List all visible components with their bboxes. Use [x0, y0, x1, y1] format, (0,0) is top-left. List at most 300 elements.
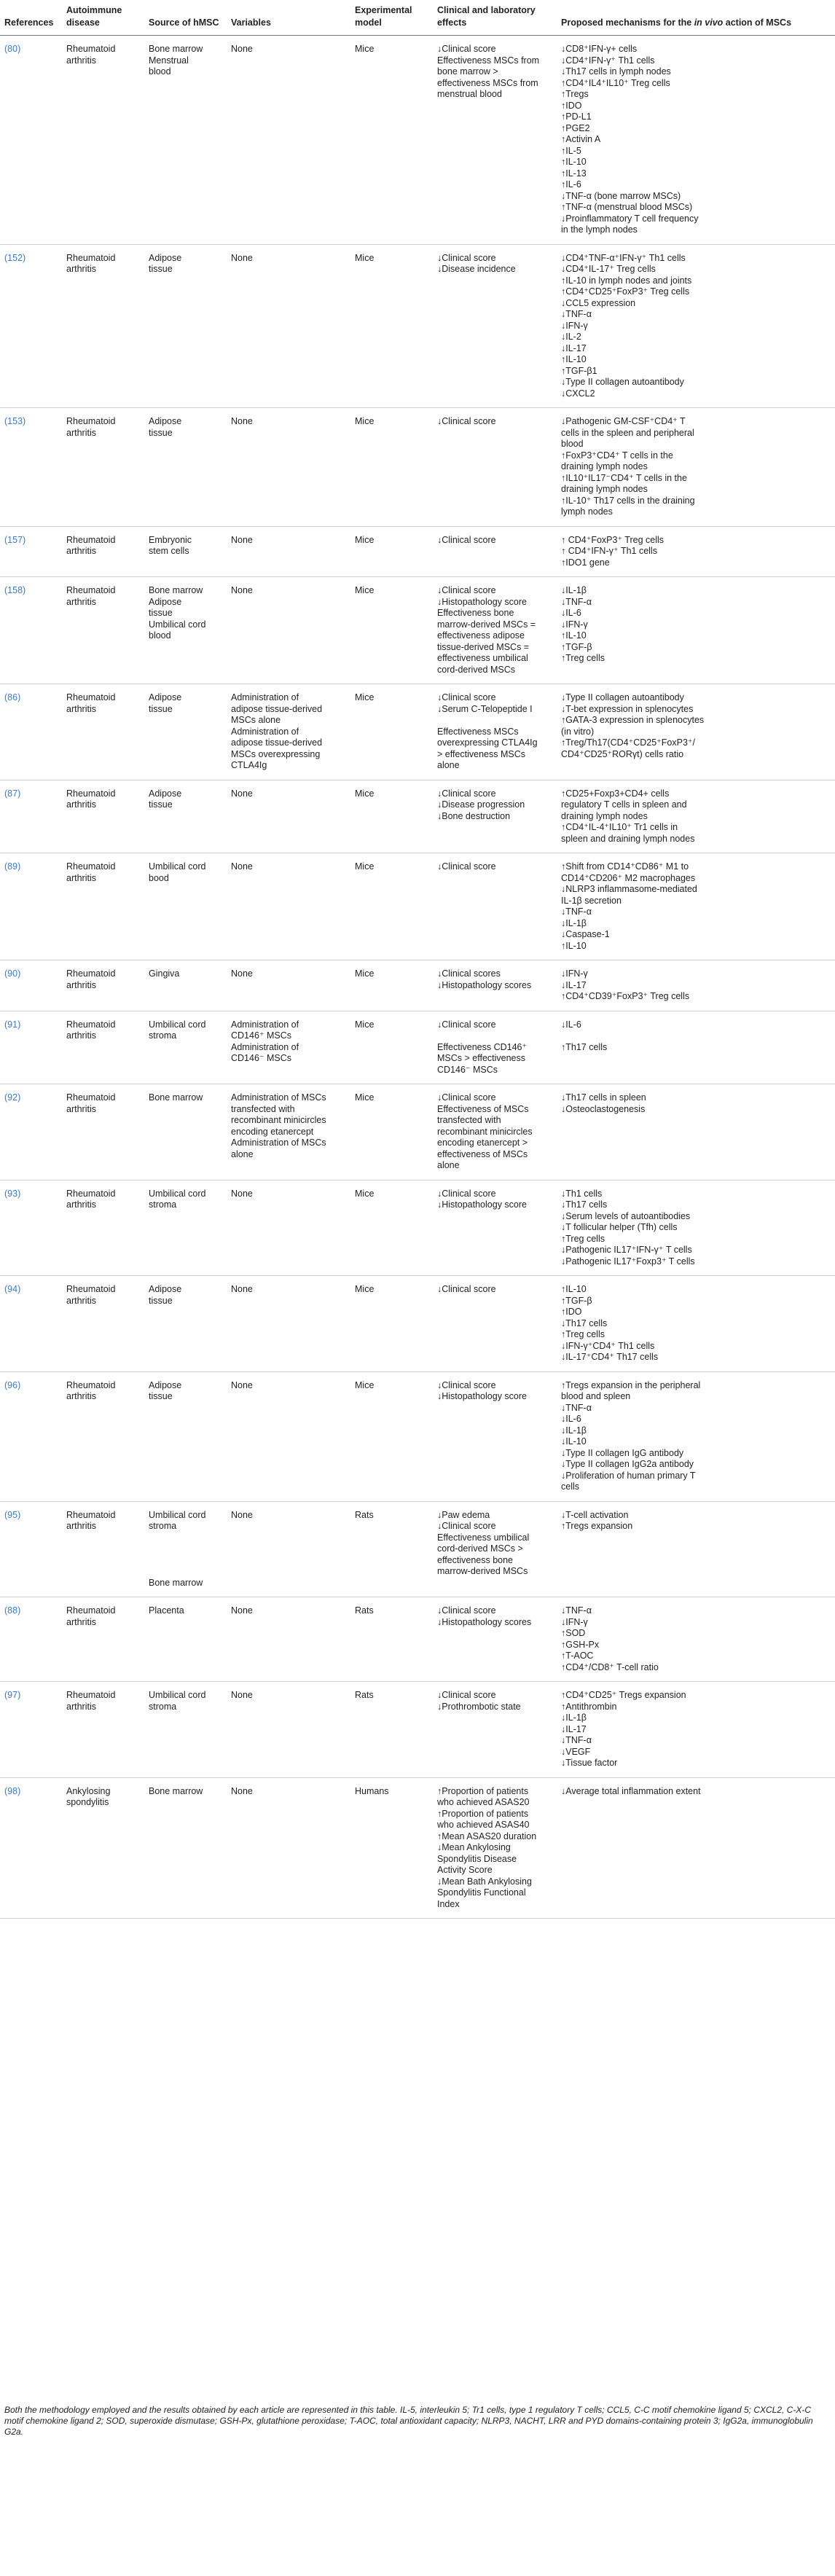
cell-line: ↓Clinical score: [437, 1284, 496, 1294]
cell-mechanisms: [557, 1501, 835, 1597]
table-row: [0, 1682, 835, 1778]
cell-line: ↓Th17 cells in lymph nodes: [561, 66, 671, 77]
cell-variables: [227, 1371, 350, 1501]
cell-line: ↓Histopathology score: [437, 1199, 527, 1210]
cell-mechanisms: [557, 1084, 835, 1181]
cell-line: Spondylitis Functional: [437, 1887, 526, 1898]
cell-line: None: [231, 44, 253, 54]
reference-link[interactable]: (92): [4, 1092, 21, 1103]
cell-mechanisms: [557, 577, 835, 684]
cell-mechanisms: [557, 1682, 835, 1778]
cell-line: Adipose: [149, 788, 182, 799]
table-row: [0, 684, 835, 780]
cell-line: ↓NLRP3 inflammasome-mediated: [561, 884, 697, 894]
cell-line: ↓CD8⁺IFN-γ+ cells: [561, 44, 638, 54]
cell-line: ↓Paw edema: [437, 1509, 490, 1520]
cell-line: ↑CD4⁺CD25⁺ Tregs expansion: [561, 1690, 686, 1700]
cell-line: ↓IFN-γ: [561, 320, 588, 331]
cell-line: ↓CXCL2: [561, 388, 595, 399]
cell-model: [350, 244, 433, 408]
cell-line: tissue: [149, 427, 173, 438]
cell-line: CD14⁺CD206⁺ M2 macrophages: [561, 872, 696, 883]
table-row: [0, 1597, 835, 1682]
cell-variables: [227, 1011, 350, 1084]
cell-line: ↓Clinical score: [437, 1605, 496, 1616]
cell-line: Rheumatoid: [66, 585, 116, 595]
cell-line: Ankylosing: [66, 1785, 111, 1796]
cell-line: ↓TNF-α: [561, 907, 592, 917]
cell-line: recombinant minicircles: [437, 1126, 533, 1137]
reference-link[interactable]: (94): [4, 1284, 21, 1294]
cell-source: [144, 1371, 227, 1501]
reference-link[interactable]: (95): [4, 1509, 21, 1520]
cell-line: recombinant minicircles: [231, 1115, 326, 1125]
cell-line: ↑TNF-α (menstrual blood MSCs): [561, 202, 693, 212]
cell-reference: [0, 577, 62, 684]
cell-line: Effectiveness umbilical: [437, 1532, 530, 1543]
cell-line: tissue-derived MSCs =: [437, 641, 530, 652]
cell-line: Administration of: [231, 692, 299, 702]
cell-line: ↓TNF-α (bone marrow MSCs): [561, 190, 681, 201]
cell-line: Mice: [355, 1284, 375, 1294]
table-header-row: [0, 0, 835, 36]
cell-disease: [62, 684, 144, 780]
cell-line: transfected with: [231, 1103, 295, 1114]
cell-mechanisms: [557, 526, 835, 577]
cell-line: ↑Treg cells: [561, 1329, 605, 1339]
cell-variables: [227, 1597, 350, 1682]
cell-line: menstrual blood: [437, 89, 502, 99]
cell-mechanisms: [557, 1371, 835, 1501]
cell-line: ↓TNF-α: [561, 1735, 592, 1745]
cell-line: ↓Histopathology score: [437, 596, 527, 607]
cell-disease: [62, 853, 144, 960]
cell-line: ↓Proliferation of human primary T: [561, 1470, 696, 1481]
cell-disease: [62, 1084, 144, 1181]
cell-line: ↑Antithrombin: [561, 1701, 617, 1712]
reference-link[interactable]: (96): [4, 1379, 21, 1390]
cell-source: [144, 36, 227, 245]
cell-variables: [227, 1180, 350, 1276]
cell-line: Rheumatoid: [66, 692, 116, 702]
cell-line: ↓CCL5 expression: [561, 297, 636, 308]
cell-line: cells: [561, 1481, 580, 1492]
cell-line: ↑ CD4⁺IFN-γ⁺ Th1 cells: [561, 546, 657, 556]
cell-line: None: [231, 788, 253, 799]
cell-variables: [227, 1084, 350, 1181]
cell-mechanisms: [557, 244, 835, 408]
reference-link[interactable]: (93): [4, 1188, 21, 1199]
cell-line: lymph nodes: [561, 506, 613, 517]
cell-source: [144, 1501, 227, 1597]
cell-line: ↓Th17 cells: [561, 1318, 608, 1328]
cell-line: ↑Proportion of patients: [437, 1808, 529, 1819]
cell-line: ↓TNF-α: [561, 1605, 592, 1616]
cell-mechanisms: [557, 408, 835, 527]
cell-line: ↑CD4⁺IL-4⁺IL10⁺ Tr1 cells in: [561, 822, 678, 832]
cell-line: ↓Histopathology scores: [437, 1616, 532, 1627]
cell-line: None: [231, 252, 253, 263]
cell-line: ↑CD4⁺CD25⁺FoxP3⁺ Treg cells: [561, 286, 690, 297]
cell-line: ↑IL-10: [561, 1284, 587, 1294]
cell-source: [144, 1011, 227, 1084]
cell-source: [144, 1084, 227, 1181]
cell-line: ↓Clinical score: [437, 1521, 496, 1531]
cell-line: Bone marrow: [149, 44, 203, 54]
cell-line: ↑IDO: [561, 100, 582, 111]
table-row: [0, 1180, 835, 1276]
cell-line: ↑Tregs: [561, 89, 589, 99]
cell-line: None: [231, 416, 253, 426]
cell-mechanisms: [557, 780, 835, 853]
cell-effects: [433, 244, 557, 408]
cell-line: ↓Prothrombotic state: [437, 1701, 521, 1712]
cell-line: Mice: [355, 692, 375, 702]
reference-link[interactable]: (91): [4, 1019, 21, 1030]
table-row: [0, 1371, 835, 1501]
cell-effects: [433, 684, 557, 780]
reference-link[interactable]: (98): [4, 1785, 21, 1796]
cell-line: ↑CD4⁺CD39⁺FoxP3⁺ Treg cells: [561, 991, 690, 1001]
cell-reference: [0, 1180, 62, 1276]
cell-line: arthritis: [66, 1616, 96, 1627]
cell-line: draining lymph nodes: [561, 461, 648, 471]
table-row: [0, 1777, 835, 1919]
cell-line: arthritis: [66, 55, 96, 66]
cell-line: Administration of: [231, 1019, 299, 1030]
cell-source: [144, 1597, 227, 1682]
cell-line: arthritis: [66, 1103, 96, 1114]
cell-model: [350, 408, 433, 527]
cell-line: Mice: [355, 1379, 375, 1390]
cell-reference: [0, 408, 62, 527]
cell-spacer: [561, 1030, 831, 1042]
cell-line: alone: [231, 1148, 254, 1159]
table-row: [0, 526, 835, 577]
cell-line: Bone marrow: [149, 585, 203, 595]
cell-model: [350, 36, 433, 245]
cell-line: CD4⁺CD25⁺RORγt) cells ratio: [561, 748, 684, 759]
cell-line: IL-1β secretion: [561, 895, 622, 906]
cell-line: Rheumatoid: [66, 1092, 116, 1103]
cell-line: Rheumatoid: [66, 788, 116, 799]
cell-spacer: [149, 1566, 222, 1578]
reference-link[interactable]: (157): [4, 534, 26, 545]
cell-line: Mice: [355, 788, 375, 799]
header-variables: Variables: [227, 0, 350, 36]
cell-line: stroma: [149, 1701, 177, 1712]
cell-line: tissue: [149, 703, 173, 714]
cell-line: ↓IL-1β: [561, 585, 587, 595]
cell-variables: [227, 853, 350, 960]
table-footnote: Both the methodology employed and the results obtained by each article are represented in this table. IL-5, interleukin 5; Tr1 cells, type 1 regulatory T cells; CCL5, C-C motif chemokine ligand 5; CXCL2, C-X-C motif chemokine ligand 2; SOD, superoxide dismutase; GSH-Px, glutathione peroxidase; T-AOC, total antioxidant capacity; NLRP3, NACHT, LRR and PYD domains-containing protein 3; IgG2a, immunoglobulin G2a.: [4, 2405, 813, 2437]
cell-line: Mice: [355, 1188, 375, 1199]
cell-effects: [433, 577, 557, 684]
cell-line: ↓CD4⁺IFN-γ⁺ Th1 cells: [561, 55, 655, 66]
cell-line: ↑GSH-Px: [561, 1639, 600, 1650]
cell-reference: [0, 853, 62, 960]
cell-line: ↑TGF-β: [561, 641, 592, 652]
cell-variables: [227, 780, 350, 853]
cell-line: Mice: [355, 968, 375, 979]
cell-disease: [62, 1597, 144, 1682]
cell-line: ↓Th1 cells: [561, 1188, 603, 1199]
cell-line: Activity Score: [437, 1865, 493, 1875]
cell-line: ↓IL-1β: [561, 917, 587, 928]
cell-reference: [0, 1084, 62, 1181]
cell-line: None: [231, 1379, 253, 1390]
cell-line: None: [231, 1605, 253, 1616]
cell-line: ↑Th17 cells: [561, 1041, 608, 1052]
table-row: [0, 960, 835, 1011]
header-mechanisms: [557, 0, 835, 36]
cell-line: ↑IL10⁺IL17⁻CD4⁺ T cells in the: [561, 472, 687, 483]
cell-line: ↑ CD4⁺FoxP3⁺ Treg cells: [561, 534, 665, 545]
cell-reference: [0, 1682, 62, 1778]
reference-link[interactable]: (88): [4, 1605, 21, 1616]
cell-line: transfected with: [437, 1115, 501, 1125]
cell-line: ↓Histopathology score: [437, 1391, 527, 1401]
cell-line: ↓IL-6: [561, 608, 581, 618]
cell-line: effectiveness bone: [437, 1554, 514, 1565]
cell-line: Index: [437, 1898, 460, 1909]
cell-line: Adipose: [149, 416, 182, 426]
cell-effects: [433, 780, 557, 853]
cell-effects: [433, 1682, 557, 1778]
cell-line: Adipose: [149, 1284, 182, 1294]
cell-line: Rheumatoid: [66, 1509, 116, 1520]
cell-line: arthritis: [66, 1391, 96, 1401]
cell-reference: [0, 1276, 62, 1372]
cell-line: ↓IL-2: [561, 332, 581, 342]
cell-line: ↓Bone destruction: [437, 810, 511, 821]
cell-line: ↓Clinical score: [437, 692, 496, 702]
cell-line: cord-derived MSCs: [437, 664, 515, 675]
cell-source: [144, 780, 227, 853]
cell-line: bone marrow >: [437, 66, 498, 77]
table-body: [0, 36, 835, 1919]
cell-spacer: [149, 1555, 222, 1567]
reference-link[interactable]: (87): [4, 788, 21, 799]
table-row: [0, 1276, 835, 1372]
reference-link[interactable]: (97): [4, 1690, 21, 1700]
cell-line: ↓Pathogenic IL17⁺IFN-γ⁺ T cells: [561, 1245, 692, 1255]
cell-line: cord-derived MSCs >: [437, 1543, 523, 1554]
cell-source: [144, 1682, 227, 1778]
cell-line: ↓Average total inflammation extent: [561, 1785, 701, 1796]
cell-line: ↑IL-10: [561, 157, 587, 167]
cell-source: [144, 244, 227, 408]
cell-line: ↓Clinical score: [437, 861, 496, 872]
cell-line: Placenta: [149, 1605, 184, 1616]
cell-line: ↓Proinflammatory T cell frequency: [561, 213, 699, 224]
cell-line: ↓Th17 cells: [561, 1199, 608, 1210]
cell-model: [350, 853, 433, 960]
cell-line: Mice: [355, 585, 375, 595]
header-model: Experimental model: [350, 0, 433, 36]
cell-line: ↑Proportion of patients: [437, 1785, 529, 1796]
cell-line: ↑IL-6: [561, 179, 581, 189]
cell-line: None: [231, 861, 253, 872]
cell-line: ↑FoxP3⁺CD4⁺ T cells in the: [561, 450, 673, 461]
cell-effects: [433, 960, 557, 1011]
cell-model: [350, 1682, 433, 1778]
reference-link[interactable]: (90): [4, 968, 21, 979]
cell-model: [350, 960, 433, 1011]
cell-variables: [227, 1276, 350, 1372]
cell-line: Menstrual: [149, 55, 189, 66]
cell-line: ↑CD25+Foxp3+CD4+ cells: [561, 788, 670, 799]
cell-disease: [62, 408, 144, 527]
cell-effects: [433, 1777, 557, 1919]
cell-line: Embryonic: [149, 534, 192, 545]
cell-mechanisms: [557, 1777, 835, 1919]
cell-line: arthritis: [66, 596, 96, 607]
header-references: References: [0, 0, 62, 36]
cell-line: arthritis: [66, 1030, 96, 1041]
cell-line: Umbilical cord: [149, 861, 206, 872]
cell-disease: [62, 1682, 144, 1778]
cell-effects: [433, 1371, 557, 1501]
cell-line: draining lymph nodes: [561, 810, 648, 821]
cell-line: Rats: [355, 1605, 374, 1616]
reference-link[interactable]: (80): [4, 44, 21, 54]
reference-link[interactable]: (152): [4, 252, 26, 263]
cell-line: blood: [149, 66, 171, 77]
cell-line: encoding etanercept >: [437, 1138, 528, 1148]
cell-line: ↑T-AOC: [561, 1651, 594, 1661]
cell-line: ↓Clinical score: [437, 1690, 496, 1700]
cell-mechanisms: [557, 36, 835, 245]
cell-line: ↑IL-10: [561, 630, 587, 641]
reference-link[interactable]: (153): [4, 416, 26, 426]
cell-line: ↓Mean Ankylosing: [437, 1842, 511, 1852]
cell-source: [144, 1180, 227, 1276]
cell-disease: [62, 1777, 144, 1919]
cell-variables: [227, 526, 350, 577]
cell-line: ↓Clinical score: [437, 534, 496, 545]
cell-line: ↓Clinical score: [437, 252, 496, 263]
cell-disease: [62, 780, 144, 853]
cell-line: blood: [149, 630, 171, 641]
cell-mechanisms: [557, 853, 835, 960]
cell-effects: [433, 526, 557, 577]
cell-mechanisms: [557, 1011, 835, 1084]
cell-source: [144, 408, 227, 527]
reference-link[interactable]: (158): [4, 585, 26, 595]
cell-spacer: [149, 1532, 222, 1544]
cell-line: Effectiveness of MSCs: [437, 1103, 529, 1114]
cell-variables: [227, 960, 350, 1011]
cell-line: Adipose: [149, 692, 182, 702]
cell-line: in the lymph nodes: [561, 224, 638, 235]
cell-spacer: [437, 1030, 552, 1042]
cell-source: [144, 1276, 227, 1372]
cell-disease: [62, 1501, 144, 1597]
cell-line: Rheumatoid: [66, 416, 116, 426]
cell-line: ↓Type II collagen autoantibody: [561, 377, 684, 387]
cell-line: ↑PD-L1: [561, 111, 592, 122]
cell-spacer: [437, 715, 552, 727]
cell-line: Administration of: [231, 726, 299, 737]
cell-line: tissue: [149, 1295, 173, 1306]
cell-line: Umbilical cord: [149, 1690, 206, 1700]
cell-reference: [0, 1597, 62, 1682]
cell-line: ↓TNF-α: [561, 596, 592, 607]
cell-line: Bone marrow: [149, 1785, 203, 1796]
cell-line: marrow-derived MSCs: [437, 1566, 528, 1576]
cell-line: ↓Pathogenic IL17⁺Foxp3⁺ T cells: [561, 1256, 695, 1267]
cell-line: ↓TNF-α: [561, 309, 592, 319]
cell-line: Umbilical cord: [149, 1188, 206, 1199]
cell-line: ↑Tregs expansion in the peripheral: [561, 1379, 701, 1390]
cell-line: None: [231, 968, 253, 979]
reference-link[interactable]: (89): [4, 861, 21, 872]
cell-line: ↓IL-1β: [561, 1425, 587, 1436]
cell-line: Mice: [355, 534, 375, 545]
table-row: [0, 1084, 835, 1181]
cell-line: Rheumatoid: [66, 861, 116, 872]
cell-model: [350, 1011, 433, 1084]
cell-effects: [433, 1501, 557, 1597]
cell-line: arthritis: [66, 799, 96, 810]
cell-line: ↓Type II collagen autoantibody: [561, 692, 684, 702]
cell-line: Effectiveness bone: [437, 608, 514, 618]
cell-line: ↓Clinical score: [437, 1019, 496, 1030]
cell-line: stem cells: [149, 546, 189, 556]
cell-line: ↓Serum C-Telopeptide I: [437, 703, 533, 714]
cell-line: encoding etanercept: [231, 1126, 314, 1137]
cell-line: stroma: [149, 1030, 177, 1041]
cell-effects: [433, 36, 557, 245]
cell-line: ↑IL-10: [561, 354, 587, 364]
cell-reference: [0, 1011, 62, 1084]
cell-spacer: [149, 1543, 222, 1555]
cell-disease: [62, 36, 144, 245]
cell-line: ↓IL-17⁺CD4⁺ Th17 cells: [561, 1352, 659, 1362]
cell-mechanisms: [557, 1597, 835, 1682]
cell-line: ↓IL-17: [561, 342, 587, 353]
reference-link[interactable]: (86): [4, 692, 21, 702]
cell-model: [350, 526, 433, 577]
cell-line: ↑SOD: [561, 1628, 586, 1638]
cell-line: adipose tissue-derived: [231, 703, 323, 714]
cell-line: CTLA4Ig: [231, 760, 267, 770]
cell-line: Mice: [355, 416, 375, 426]
cell-model: [350, 1084, 433, 1181]
cell-line: ↓TNF-α: [561, 1402, 592, 1413]
cell-line: None: [231, 1785, 253, 1796]
table-row: [0, 1011, 835, 1084]
cell-line: effectiveness adipose: [437, 630, 525, 641]
cell-variables: [227, 577, 350, 684]
cell-line: ↓Clinical score: [437, 585, 496, 595]
header-effects: Clinical and laboratory effects: [433, 0, 557, 36]
cell-line: ↓CD4⁺TNF-α⁺IFN-γ⁺ Th1 cells: [561, 252, 686, 263]
cell-line: ↓Pathogenic GM-CSF⁺CD4⁺ T: [561, 416, 686, 426]
cell-line: ↓Disease incidence: [437, 264, 516, 274]
cell-line: ↑Shift from CD14⁺CD86⁺ M1 to: [561, 861, 689, 872]
cell-line: Bone marrow: [149, 1577, 203, 1588]
cell-line: ↓IL-1β: [561, 1712, 587, 1723]
cell-reference: [0, 1371, 62, 1501]
cell-line: ↓Th17 cells in spleen: [561, 1092, 646, 1103]
header-source: Source of hMSC: [144, 0, 227, 36]
cell-mechanisms: [557, 960, 835, 1011]
cell-line: Gingiva: [149, 968, 180, 979]
cell-disease: [62, 960, 144, 1011]
cell-line: effectiveness MSCs from: [437, 77, 538, 88]
